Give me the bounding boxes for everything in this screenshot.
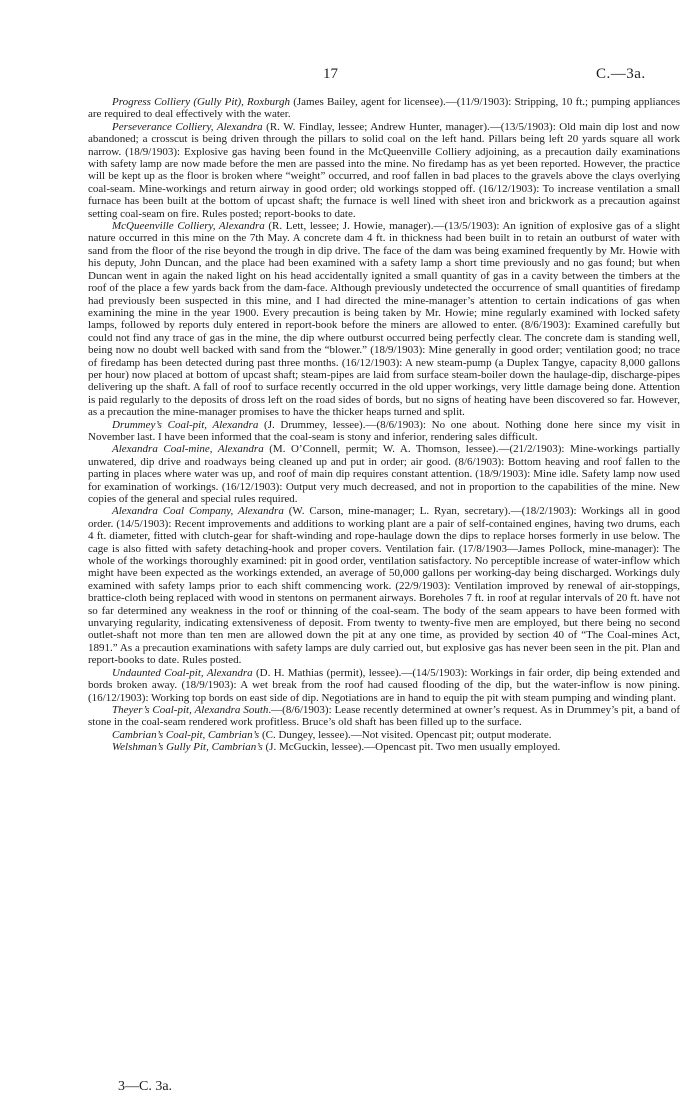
entry-heading: Alexandra Coal Company, Alexandra [112,505,284,518]
entry-text: (R. W. Findlay, lessee; Andrew Hunter, manager).—(13/5/1903): Old main dip lost and now abandoned; a crosscut is being driven through the pillars to solid coal on the left hand. Pillars being left 20 yards square all work narrow. (18/9/1903): Explosive gas having been found in the McQueenville Colliery adjoining, as a precaution daily examinations with safety lamp are now made before the men are passed into the mine. No firedamp has as yet been reported. However, the practice will be kept up as the floor is broken where “weight” occurred, and roof fallen in bad places to the gravels above the clays overlying coal-seam. Mine-workings and return airway in good order; old workings stopped off. (16/12/1903): To increase ventilation a small furnace has been built at the bottom of upcast shaft; the furnace is well lined with sheet iron and brickwork as a precaution against setting coal-seam on fire. Rules posted; report-books to date. [88,120,680,220]
entry-heading: Welshman’s Gully Pit, Cambrian’s [112,741,263,754]
entry-heading: McQueenville Colliery, Alexandra [112,220,265,233]
entry-text: (James Bailey, agent for licensee).—(11/9/1903): Stripping, 10 ft.; pumping appliances are required to deal effectively with the water. [88,96,681,121]
page-number: 17 [323,66,338,82]
paragraph-welshmans-gully-pit [88,741,680,753]
entry-text: (J. McGuckin, lessee).—Opencast pit. Two men usually employed. [262,741,561,754]
paragraph-alexandra-coal-mine [88,443,680,505]
entry-heading: Cambrian’s Coal-pit, Cambrian’s [112,728,260,741]
entry-heading: Alexandra Coal-mine, Alexandra [112,443,264,456]
entry-text: .—(8/6/1903): Lease recently determined at owner’s request. As in Drummey’s pit, a band of stone in the coal-seam rendered work profitless. Bruce’s old shaft has been filled up to the surface. [88,703,681,729]
entry-text: (J. Drummey, lessee).—(8/6/1903): No one about. Nothing done here since my visit in November last. I have been informed that the coal-seam is stony and inferior, rendering sales difficult. [88,418,680,443]
signature-mark: 3—C. 3a. [118,1079,173,1094]
report-code: C.—3a. [596,66,646,82]
paragraph-mcqueenville-colliery [88,220,680,419]
paragraph-cambrians-coal-pit [88,729,680,741]
entry-heading: Perseverance Colliery, Alexandra [112,120,263,133]
page-header [0,66,700,86]
entry-text: (M. O’Connell, permit; W. A. Thomson, lessee).—(21/2/1903): Mine-workings partially unwatered, dip drive and roadways being cleaned up and put in order; air good. (8/6/1903): Bottom heaving and roof fallen to the parting in places where water was up, and roof of main dip requires constant attention. (18/9/1903): Mine idle. Safety lamp now used for examination of workings. (16/12/1903): Output very much decreased, and not in proportion to the capabilities of the mine. New copies of the general and special rules required. [88,443,680,505]
paragraph-progress-colliery [88,96,680,121]
entry-heading: Undaunted Coal-pit, Alexandra [112,666,253,679]
paragraph-undaunted-coal-pit [88,667,680,704]
entry-text: (D. H. Mathias (permit), lessee).—(14/5/1903): Workings in fair order, dip being extended and bords broken away. (18/9/1903): A wet break from the roof had caused flooding of the dip, but the water-inflow is now pining. (16/12/1903): Working top bords on east side of dip. Negotiations are in hand to equip the pit with steam pumping and winding plant. [88,666,680,704]
paragraph-drummeys-coal-pit [88,419,680,444]
paragraph-perseverance-colliery [88,121,680,220]
entry-heading: Drummey’s Coal-pit, Alexandra [112,418,259,431]
paragraph-theyers-coal-pit [88,704,680,729]
entry-heading: Progress Colliery (Gully Pit), Roxburgh [112,96,291,108]
entry-text: (W. Carson, mine-manager; L. Ryan, secretary).—(18/2/1903): Workings all in good order. (14/5/1903): Recent improvements and additions to working plant are a pair of self-contained engines, having two drums, each 4 ft. diameter, fitted with clutch-gear for shaft-winding and rope-haulage down the dips to replace horses formerly in use below. The cage is also fitted with safety detaching-hook and proper covers. Ventilation fair. (17/8/1903—James Pollock, mine-manager): The whole of the workings thoroughly examined: pit in good order, ventilation satisfactory. No perceptible increase of water-inflow which might have been expected as the workings extended, an average of 50,000 gallons per working-day being discharged. Workings duly examined with safety lamps prior to each shift commencing work. (22/9/1903): Ventilation improved by renewal of air-stoppings, brattice-cloth being replaced with wood in stentons on permanent airways. Boreholes 7 ft. in roof at regular intervals of 20 ft. have not so far determined any weakness in the roof or thinning of the coal-seam. The body of the seam appears to have been formed with unvarying regularity, indicating extensiveness of deposit. From twenty to twenty-five men are employed, but there being no second outlet-shaft not more than ten men are allowed down the pit at any one time, as provided by section 40 of “The Coal-mines Act, 1891.” As a precaution examinations with safety lamps are duly carried out, but explosive gas has never been seen in the pit. Plan and report-books to date. Rules posted. [88,505,680,667]
entry-text: (C. Dungey, lessee).—Not visited. Opencast pit; output moderate. [259,728,552,741]
entry-text: (R. Lett, lessee; J. Howie, manager).—(13/5/1903): An ignition of explosive gas of a slight nature occurred in this mine on the 7th May. A concrete dam 4 ft. in thickness had been built in to retain an outburst of water with sand from the floor of the rise beyond the trough in dip drive. The face of the dam was being examined frequently by Mr. Howie with his deputy, John Duncan, and the place had been examined with a safety lamp a short time previously and no gas found; but when Duncan went in again the naked light on his head accidentally ignited a small quantity of gas in a cavity between the timbers at the roof of the place a few yards back from the dam-face. Although previously undetected the occurrence of small quantities of firedamp had previously been suspected in this mine, and I had directed the mine-manager’s attention to certain indications of gas when examining the mine in the year 1900. Every precaution is being taken by Mr. Howie; mine regularly examined with locked safety lamps, followed by reports duly entered in report-book before the miners are allowed to enter. (8/6/1903): Examined carefully but could not find any trace of gas in the mine, the dip where outburst occurred being perfectly clear. The concrete dam is standing well, being now no doubt well backed with sand from the “blower.” (18/9/1903): Mine generally in good order; ventilation good; no trace of firedamp has been detected during past three months. (16/12/1903): A new steam-pump (a Duplex Tangye, capacity 8,000 gallons per hour) now placed at bottom of upcast shaft; steam-pipes are laid from surface steam-boiler down the haulage-dip, discharge-pipes delivering up the shaft. A fall of roof to surface recently occurred in the old upper workings, very little damage being done. Attention is paid regularly to the deposits of dross left on the road sides of bords, but no signs of heating have been discovered so far. However, as a precaution the mine-manager promises to have the thicker heaps turned and split. [88,220,680,419]
paragraph-alexandra-coal-company [88,505,680,666]
report-body [88,96,680,754]
entry-heading: Theyer’s Coal-pit, Alexandra South [112,703,269,716]
